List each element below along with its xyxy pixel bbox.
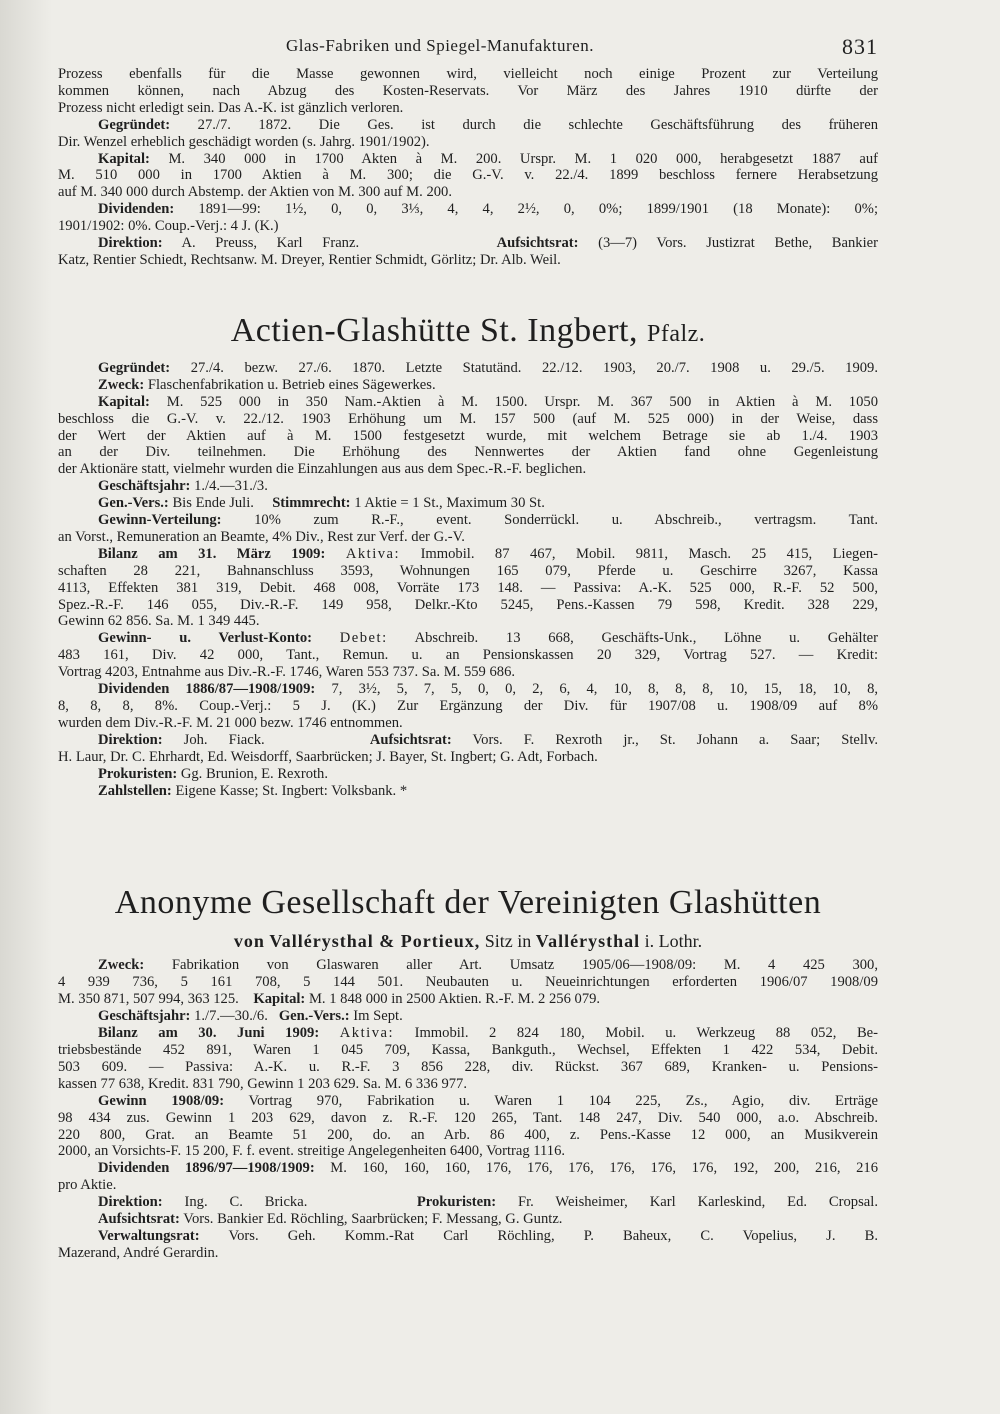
- value: Vors. Geh. Komm.-Rat Carl Röchling, P. Baheux, C. Vopelius, J. B.: [228, 1227, 878, 1244]
- label: Direktion:: [98, 731, 163, 748]
- entry-direktion: [58, 1194, 878, 1211]
- entry-zweck: [58, 957, 878, 974]
- text-line: schaften 28 221, Bahnanschluss 3593, Wohnungen 165 079, Pferde u. Geschirre 3267, Kassa: [58, 562, 878, 579]
- value: Fr. Weisheimer, Karl Karleskind, Ed. Cropsal.: [517, 1194, 878, 1211]
- label: Aufsichtsrat:: [496, 235, 579, 252]
- label-debet: Debet:: [339, 630, 388, 647]
- entry-zahlstellen: [58, 783, 878, 800]
- text-line: M. 510 000 in 1700 Aktien à M. 300; die G.-V. v. 22./4. 1899 beschloss fernere Herabsetzung: [58, 167, 878, 184]
- label: Bilanz am 30. Juni 1909:: [98, 1025, 320, 1042]
- title-main: Actien-Glashütte St. Ingbert,: [230, 311, 638, 349]
- label: Direktion:: [98, 235, 163, 252]
- label: Stimmrecht:: [272, 495, 351, 512]
- value: 1./7.—30./6.: [194, 1008, 268, 1025]
- value: Immobil. 87 467, Mobil. 9811, Masch. 25 415, Liegen-: [420, 545, 878, 562]
- value: 1 Aktie = 1 St., Maximum 30 St.: [354, 495, 545, 512]
- label: Gegründet:: [98, 116, 171, 133]
- label: Geschäftsjahr:: [98, 478, 191, 495]
- text-line: 483 161, Div. 42 000, Tant., Remun. u. an Pensionskassen 20 329, Vortrag 527. — Kredit:: [58, 647, 878, 664]
- text-line: der Wert der Aktien auf à M. 1500 festgesetzt wurde, mit welchem Betrage sie ab 1./4. 1903: [58, 427, 878, 444]
- value: Abschreib. 13 668, Geschäfts-Unk., Löhne u. Gehälter: [414, 630, 878, 647]
- entry-gewinn: [58, 1093, 878, 1110]
- text-line: 1901/1902: 0%. Coup.-Verj.: 4 J. (K.): [58, 218, 279, 235]
- text-line: an der Div. teilnehmen. Die Erhöhung des Nennwertes der Aktien fand ohne Gegenleistung: [58, 444, 878, 461]
- entry-dividenden: [58, 201, 878, 218]
- page-number: 831: [842, 34, 878, 59]
- text-line: Spez.-R.-F. 146 055, Div.-R.-F. 149 958, Delkr.-Kto 5245, Pens.-Kassen 79 598, Kredit. 328 229,: [58, 596, 878, 613]
- entry-bilanz: [58, 546, 878, 563]
- text-line: wurden dem Div.-R.-F. M. 21 000 bezw. 1746 entnommen.: [58, 714, 403, 731]
- page-content: [58, 30, 878, 1262]
- value: Vortrag 970, Fabrikation u. Waren 1 104 225, Zs., Agio, div. Erträge: [248, 1092, 878, 1109]
- entry-direktion: [58, 235, 878, 252]
- value: M. 340 000 in 1700 Akten à M. 200. Urspr. M. 1 020 000, herabgesetzt 1887 auf: [168, 150, 878, 167]
- text-line: triebsbestände 452 891, Waren 1 045 709, Kassa, Bankguth., Wechsel, Effekten 1 422 534, Debit.: [58, 1041, 878, 1058]
- entry-prokuristen: [58, 766, 878, 783]
- text-line: der Aktionäre statt, vielmehr wurden die Einzahlungen aus aus dem Spec.-R.-F. beglichen.: [58, 461, 587, 478]
- text-line: 98 434 zus. Gewinn 1 203 629, davon z. R.-F. 120 265, Tant. 148 247, Div. 540 000, a.o. Abschreib.: [58, 1109, 878, 1126]
- label: Gegründet:: [98, 359, 171, 376]
- text-line: Gewinn 62 856. Sa. M. 1 349 445.: [58, 613, 260, 630]
- section-title: Anonyme Gesellschaft der Vereinigten Glashütten: [114, 884, 822, 922]
- entry-geschaeftsjahr: [58, 1008, 878, 1025]
- entry-kapital: [58, 151, 878, 168]
- text-line: kommen können, nach Abzug des Kosten-Reservats. Vor März des Jahres 1910 dürfte der: [58, 82, 878, 99]
- text-line: auf M. 340 000 durch Abstemp. der Aktien von M. 300 auf M. 200.: [58, 184, 452, 201]
- subtitle-von: von: [233, 931, 265, 952]
- text-line: an Vorst., Remuneration an Beamte, 4% Div., Rest zur Verf. der G.-V.: [58, 528, 465, 545]
- entry-direktion: [58, 732, 878, 749]
- value: Immobil. 2 824 180, Mobil. u. Werkzeug 88 052, Be-: [414, 1025, 878, 1042]
- text-line: Dir. Wenzel erheblich geschädigt worden (s. Jahrg. 1901/1902).: [58, 133, 430, 150]
- label: Aufsichtsrat:: [98, 1211, 180, 1228]
- page-header: [58, 30, 878, 66]
- subtitle-place: Vallérysthal: [535, 931, 641, 952]
- label: Zweck:: [98, 376, 145, 393]
- value: (3—7) Vors. Justizrat Bethe, Bankier: [598, 235, 878, 252]
- value: Fabrikation von Glaswaren aller Art. Umsatz 1905/06—1908/09: M. 4 425 300,: [171, 957, 878, 974]
- text-line: Mazerand, André Gerardin.: [58, 1244, 219, 1261]
- label-aktiva: Aktiva:: [345, 545, 401, 562]
- value: M. 1 848 000 in 2500 Aktien. R.-F. M. 2 256 079.: [308, 991, 601, 1008]
- title-place: Pfalz.: [646, 320, 706, 347]
- value: Joh. Fiack.: [183, 731, 265, 748]
- label: Gewinn- u. Verlust-Konto:: [98, 630, 312, 647]
- entry-geschaeftsjahr: [58, 478, 878, 495]
- entry-genvers: [58, 495, 878, 512]
- label: Gewinn-Verteilung:: [98, 512, 222, 529]
- section-title: [58, 311, 878, 354]
- value: 1./4.—31./3.: [194, 478, 268, 495]
- text-line: 503 609. — Passiva: A.-K. u. R.-F. 3 856 228, div. Rückst. 367 689, Kranken- u. Pensions-: [58, 1058, 878, 1075]
- value: 10% zum R.-F., event. Sonderrückl. u. Abschreib., vertragsm. Tant.: [254, 512, 878, 529]
- label: Bilanz am 31. März 1909:: [98, 545, 326, 562]
- entry-gegruendet: [58, 360, 878, 377]
- section-continuation: [58, 66, 878, 269]
- label: Kapital:: [253, 991, 306, 1008]
- running-title: Glas-Fabriken und Spiegel-Manufakturen.: [286, 36, 594, 55]
- label: Zweck:: [98, 957, 145, 974]
- text-line: 4 939 736, 5 161 708, 5 144 501. Neubauten u. Neueinrichtungen erforderten 1906/07 1908/09: [58, 974, 878, 991]
- text-line: 2000, an Vorsichts-F. 15 200, F. f. event. streitige Angelegenheiten 6400, Vortrag 1116.: [58, 1143, 566, 1160]
- label: Dividenden:: [98, 201, 175, 218]
- text-line: Vortrag 4203, Entnahme aus Div.-R.-F. 1746, Waren 553 737. Sa. M. 559 686.: [58, 664, 516, 681]
- value: 27./4. bezw. 27./6. 1870. Letzte Statutänd. 22./12. 1903, 20./7. 1908 u. 29./5. 1909.: [190, 359, 878, 376]
- text-line: kassen 77 638, Kredit. 831 790, Gewinn 1 203 629. Sa. M. 6 336 977.: [58, 1075, 468, 1092]
- entry-aufsichtsrat: [58, 1211, 878, 1228]
- section-vallerysthal: [58, 883, 878, 1261]
- label: Zahlstellen:: [98, 782, 172, 799]
- text-line: 220 800, Grat. an Beamte 51 200, do. an Arb. 86 400, z. Pens.-Kasse 12 000, an Musikverein: [58, 1126, 878, 1143]
- value: 7, 3½, 5, 7, 5, 0, 0, 2, 6, 4, 10, 8, 8, 8, 10, 15, 18, 10, 8,: [331, 681, 878, 698]
- entry-verwaltungsrat: [58, 1228, 878, 1245]
- value: A. Preuss, Karl Franz.: [181, 235, 360, 252]
- entry-bilanz: [58, 1025, 878, 1042]
- page-edge-shadow: [0, 0, 52, 1414]
- text-line: Katz, Rentier Schiedt, Rechtsanw. M. Dreyer, Rentier Schmidt, Görlitz; Dr. Alb. Weil.: [58, 251, 561, 268]
- label: Dividenden 1886/87—1908/1909:: [98, 681, 316, 698]
- value: Eigene Kasse; St. Ingbert: Volksbank. *: [175, 782, 408, 799]
- value: Vors. F. Rexroth jr., St. Johann a. Saar; Stellv.: [472, 731, 878, 748]
- value: M. 525 000 in 350 Nam.-Aktien à M. 1500. Urspr. M. 367 500 in Aktien à M. 1050: [166, 393, 878, 410]
- label: Gen.-Vers.:: [98, 495, 169, 512]
- value: Vors. Bankier Ed. Röchling, Saarbrücken; F. Messang, G. Guntz.: [183, 1211, 563, 1228]
- entry-zweck: [58, 377, 878, 394]
- entry-gegruendet: [58, 117, 878, 134]
- entry-gewinn-verteilung: [58, 512, 878, 529]
- label-aktiva: Aktiva:: [339, 1025, 395, 1042]
- label: Prokuristen:: [98, 765, 178, 782]
- value: Bis Ende Juli.: [172, 495, 254, 512]
- value: Ing. C. Bricka.: [184, 1194, 308, 1211]
- label: Prokuristen:: [416, 1194, 497, 1211]
- label: Geschäftsjahr:: [98, 1008, 191, 1025]
- value: M. 160, 160, 160, 176, 176, 176, 176, 176, 176, 192, 200, 216, 216: [330, 1160, 878, 1177]
- value: 27./7. 1872. Die Ges. ist durch die schlechte Geschäftsführung des früheren: [197, 116, 878, 133]
- entry-guv: [58, 630, 878, 647]
- value: M. 350 871, 507 994, 363 125.: [58, 991, 239, 1008]
- label: Dividenden 1896/97—1908/1909:: [98, 1160, 315, 1177]
- section-subtitle: [58, 929, 878, 953]
- section-st-ingbert: [58, 311, 878, 800]
- label: Kapital:: [98, 150, 150, 167]
- text-line: H. Laur, Dr. C. Ehrhardt, Ed. Weisdorff, Saarbrücken; J. Bayer, St. Ingbert; G. Adt, Forbach.: [58, 748, 598, 765]
- value: Gg. Brunion, E. Rexroth.: [180, 765, 328, 782]
- text-line: Prozess nicht erledigt sein. Das A.-K. ist gänzlich verloren.: [58, 99, 404, 116]
- subtitle-sitz: Sitz in: [484, 931, 532, 952]
- value: Flaschenfabrikation u. Betrieb eines Sägewerkes.: [147, 376, 436, 393]
- value: Im Sept.: [353, 1008, 403, 1025]
- text-line: Prozess ebenfalls für die Masse gewonnen wird, vielleicht noch einige Prozent zur Verteilung: [58, 66, 878, 82]
- label: Gewinn 1908/09:: [98, 1092, 225, 1109]
- entry-dividenden: [58, 1160, 878, 1177]
- text-line: 4113, Effekten 381 319, Debit. 468 008, Vorräte 173 148. — Passiva: A.-K. 525 000, R.-F. 52 500,: [58, 579, 878, 596]
- label: Aufsichtsrat:: [369, 731, 452, 748]
- text-line: 8, 8, 8, 8%. Coup.-Verj.: 5 J. (K.) Zur Ergänzung der Div. für 1907/08 u. 1908/09 auf 8%: [58, 698, 878, 714]
- label: Gen.-Vers.:: [278, 1008, 350, 1025]
- label: Verwaltungsrat:: [98, 1227, 200, 1244]
- entry-dividenden: [58, 681, 878, 698]
- label: Direktion:: [98, 1194, 163, 1211]
- text-line: pro Aktie.: [58, 1177, 117, 1194]
- subtitle-company: Vallérysthal & Portieux,: [269, 931, 481, 952]
- label: Kapital:: [98, 393, 150, 410]
- subtitle-region: i. Lothr.: [644, 931, 703, 952]
- entry-kapital: [58, 394, 878, 411]
- text-line: beschloss die G.-V. v. 22./12. 1903 Erhöhung um M. 157 500 (auf M. 525 000) in der Weise, dass: [58, 410, 878, 427]
- value: 1891—99: 1½, 0, 0, 3⅓, 4, 4, 2½, 0, 0%; 1899/1901 (18 Monate): 0%;: [198, 201, 878, 218]
- entry-kapital: [58, 991, 878, 1008]
